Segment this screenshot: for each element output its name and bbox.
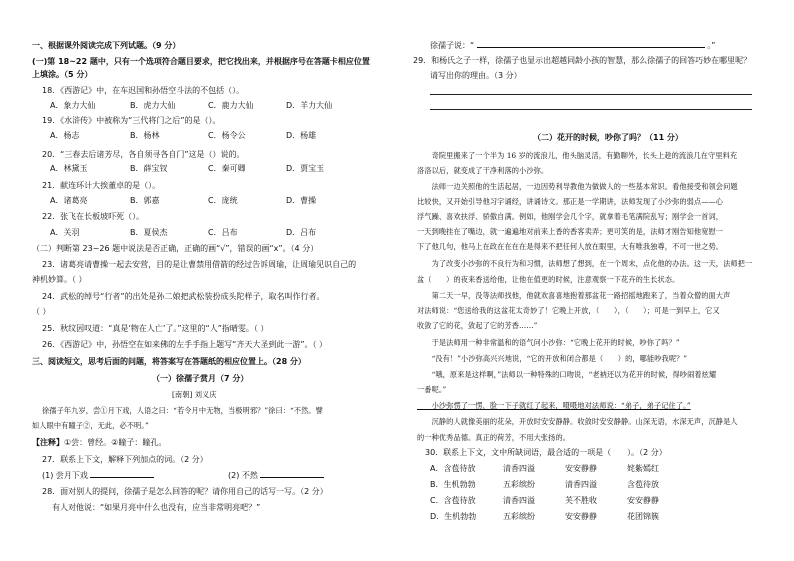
q27-answer-1-field[interactable]: [90, 470, 154, 478]
q30-option-d-word-2: 五彩缤纷: [503, 512, 535, 521]
question-28: 28．面对别人的提问，徐孺子是怎么回答的呢？请你用自己的话写一写。（2 分）: [42, 487, 328, 496]
q19-option-b: B．杨林: [130, 131, 160, 140]
q28-answer-field[interactable]: [477, 40, 705, 48]
section1-instruction-cont: 上填涂。（5 分）: [32, 70, 93, 79]
passage2-line-1: 奇院里搬来了一个半为 16 岁的流浪儿，他头脑灵活，有勤聊外，长头上趁的流浪几在守里料充: [417, 151, 738, 160]
passage1-line1: 徐孺子年九岁，尝①月下戏，人语之曰：“若令月中无物，当极明邪？”徐曰：“不然。譬: [42, 406, 323, 415]
question-27: 27．联系上下文，解释下列加点的词。（2 分）: [42, 455, 208, 464]
passage1-author: [南朝] 刘义庆: [172, 390, 217, 399]
q27-answer-2-field[interactable]: [260, 470, 324, 478]
q18-option-a: A．象力大仙: [50, 101, 96, 110]
q29-answer-line-2[interactable]: [430, 109, 752, 110]
q30-option-a-word-2: 清香四溢: [503, 464, 535, 473]
q21-option-d: D．曹操: [286, 196, 317, 205]
passage2-line-7: 下了他几句，他马上在政在在在在是得来不把任何人放在眼里，大有唯我独尊，不可一世之势。: [417, 242, 724, 251]
section1-title: 一、根据课外阅读完成下列试题。（9 分）: [32, 41, 181, 50]
question-24: 24．武松的绰号“行者”的出处是孙二娘把武松装扮成头陀样子，取名叫作行者。: [42, 292, 325, 301]
q28-answer-line: [430, 40, 715, 51]
passage2-line-12: 收敛了它的花，敛起了它的芳香……”: [417, 321, 538, 330]
question-20: 20．“三春去后诸芳尽，各自须寻各自门”这是（）说的。: [42, 150, 245, 159]
passage1-notes: [32, 438, 166, 448]
question-19: 19．《水浒传》中被称为“三代将门之后”的是（）。: [42, 116, 221, 125]
q20-option-a: A．林黛玉: [50, 164, 88, 173]
q22-option-a: A．关羽: [50, 228, 80, 237]
q30-option-a-word-1: A．含苞待放: [430, 464, 476, 473]
q29-answer-line-1[interactable]: [430, 94, 752, 95]
passage2-line-16: 一番呢。”: [417, 385, 447, 394]
q19-option-c: C．杨令公: [208, 131, 246, 140]
question-18: 18．《西游记》中，在车迟国和孙悟空斗法的不包括（）。: [42, 86, 245, 95]
question-23-cont: 神机妙算。（ ）: [32, 275, 87, 284]
question-22: 22．张飞在长板坡吓死（）。: [42, 212, 145, 221]
question-28-quote: 有人对他说：“如果月亮中什么也没有，应当非常明亮吧？”: [52, 503, 261, 512]
q20-option-c: C．秦可卿: [208, 164, 246, 173]
question-23: 23．诸葛亮请曹操一起去安营，目的是让曹禁用借箭的经过告诉周瑜，让周瑜见识自己的: [42, 260, 357, 269]
question-26: 26．《西游记》中，孙悟空在如来佛的左手手指上题写“齐天大圣到此一游”。（ ）: [42, 340, 328, 349]
q30-option-b-word-2: 五彩缤纷: [503, 480, 535, 489]
question-29-cont: 请写出你的理由。（3 分）: [430, 71, 522, 80]
q22-option-d: D．吕布: [286, 228, 317, 237]
passage1-title: （一）徐孺子赏月（7 分）: [152, 374, 249, 383]
q18-option-c: C．鹿力大仙: [208, 101, 254, 110]
q27-item-2-label: (2) 不然: [228, 471, 258, 480]
passage2-line-8: 为了改变小沙弥的不良行为和习惯，法师想了想到，在一个周末，点化他的办法。这一天，法师把一: [417, 259, 753, 268]
passage2-line-2: 洛洛以后，就变成了干净利落的小沙弥。: [417, 166, 549, 175]
notes-label: 【注释】: [32, 438, 64, 447]
q19-option-a: A．杨志: [50, 131, 80, 140]
q30-option-b-word-1: B．生机勃勃: [430, 480, 476, 489]
q18-option-b: B．虎力大仙: [130, 101, 176, 110]
passage2-line-15: “哦，原来是这样啊，”法师以一种特殊的口吻说，“老衲还以为花开的时候，得吵闹着炫耀: [417, 370, 717, 379]
section1-part2-instruction: （二）判断第 23~26 题中说法是否正确，正确的画“√”，错误的画“x”。（4 分）: [32, 244, 319, 253]
q21-option-b: B．郭嘉: [130, 196, 160, 205]
q19-option-d: D．杨雄: [286, 131, 317, 140]
passage2-line-13: 于是法师用一种非常温和的语气问小沙弥：“它晚上花开的时候，吵你了吗？”: [417, 338, 680, 347]
question-25: 25．秋纹因叹道：“真是‘物在人亡’了。”这里的“人”指晴雯。（ ）: [42, 324, 269, 333]
q30-option-a-word-3: 安安静静: [565, 464, 597, 473]
q30-option-d-word-4: 花团锦簇: [627, 512, 659, 521]
passage2-title: （二）花开的时候，吵你了吗？（11 分）: [533, 133, 683, 142]
q30-option-b-word-4: 含苞待放: [627, 480, 659, 489]
q21-option-c: C．庞统: [208, 196, 238, 205]
passage2-line-5: 浮气躁、喜欢扶浮、骄傲自满。例如，他刚学会几个字，就拿着毛笔满院乱写；刚学会一首词，: [417, 212, 724, 221]
section1-instruction: (一)第 18~22 题中，只有一个选项符合题目要求，把它找出来，并根据序号在答题卡相应位置: [32, 57, 370, 66]
passage1-line2: 如人眼中有瞳子②，无此，必不明。”: [32, 421, 149, 430]
q30-option-b-word-3: 清香四溢: [565, 480, 597, 489]
question-29: 29．和杨氏之子一样，徐孺子也显示出超越同龄小孩的智慧，那么徐孺子的回答巧妙在哪里呢？: [413, 56, 752, 65]
q30-option-d-word-1: D．生机勃勃: [430, 512, 477, 521]
q22-option-b: B．夏侯杰: [130, 228, 168, 237]
passage2-line-3: 法师一边关照他的生活起居，一边因势利导教他为做做人的一些基本常识。看他接受和领会问题: [417, 182, 738, 191]
passage2-closing-1: 沉静的人就像美丽的花朵，开放时安安静静。收敛时安安静静。山深无语，水深无声，沉静是人: [417, 417, 738, 426]
question-24-cont: （ ）: [32, 307, 51, 316]
q30-option-c-word-1: C．含苞待放: [430, 496, 476, 505]
q30-option-c-word-4: 安安静静: [627, 496, 659, 505]
passage2-underlined-line: 小沙弥愣了一愣，脸一下子就红了起来，嗫嗫地对法师说：“弟子，弟子记住了。”: [417, 401, 691, 410]
q20-option-b: B．薛宝钗: [130, 164, 168, 173]
notes-text: ①尝：曾经。②瞳子：瞳孔。: [64, 438, 167, 447]
section3-title: 三、阅读短文，思考后面的问题，将答案写在答题纸的相应位置上。（28 分）: [32, 357, 306, 366]
passage2-line-4: 比较快，又开始引导他习字诵经，讲诵诗文。那正是一学期讲，法师发现了小沙弥的弱点——心: [417, 197, 724, 206]
question-21: 21．献连环计大挨董卓的是（）。: [42, 181, 161, 190]
q18-option-d: D．羊力大仙: [286, 101, 333, 110]
passage2-line-6: 一天到晚挂在了嘴边，就一遍遍地对前来上香的香客卖弄；更可笑的是，法师才刚告知他宽慰一: [417, 227, 724, 236]
q22-option-c: C．吕布: [208, 228, 238, 237]
passage2-line-10: 第二天一早，没等法师找他，他就欢喜喜地抱着那盆花一路招摇地跑来了，当着众僧的面大声: [417, 291, 731, 300]
q28-answer-label: 徐孺子说：“: [430, 41, 475, 50]
passage2-closing-2: 的一种优秀品德。真正的荷芳，不用大张扬的。: [417, 433, 571, 442]
passage2-line-14: “没有！”小沙弥高兴兴地说，“它的开放和闭合都是（ ）的，哪能吵我呢？”: [417, 354, 688, 363]
q28-answer-end: 。”: [707, 41, 716, 50]
q30-option-c-word-2: 清香四溢: [503, 496, 535, 505]
q27-item-1: [42, 470, 154, 481]
passage2-line-9: 盆（ ）的夜来香送给他，让他在值更的时候，注意观察一下花卉的生长状态。: [417, 275, 680, 284]
q20-option-d: D．贾宝玉: [286, 164, 325, 173]
q30-option-c-word-3: 芙不胜收: [565, 496, 597, 505]
passage2-line-11: 对法师说：“您送给我的这盆花太奇妙了！它晚上开放，（ ），（ ）；可是一到早上，它又: [417, 306, 720, 315]
q30-option-a-word-4: 姹紫嫣红: [627, 464, 659, 473]
q30-option-d-word-3: 安安静静: [565, 512, 597, 521]
q21-option-a: A．诸葛亮: [50, 196, 88, 205]
q27-item-2: [228, 470, 324, 481]
q27-item-1-label: (1) 尝月下戏: [42, 471, 88, 480]
question-30: 30．联系上下文，文中所缺词语，最合适的一项是（ ）。（2 分）: [425, 448, 667, 457]
